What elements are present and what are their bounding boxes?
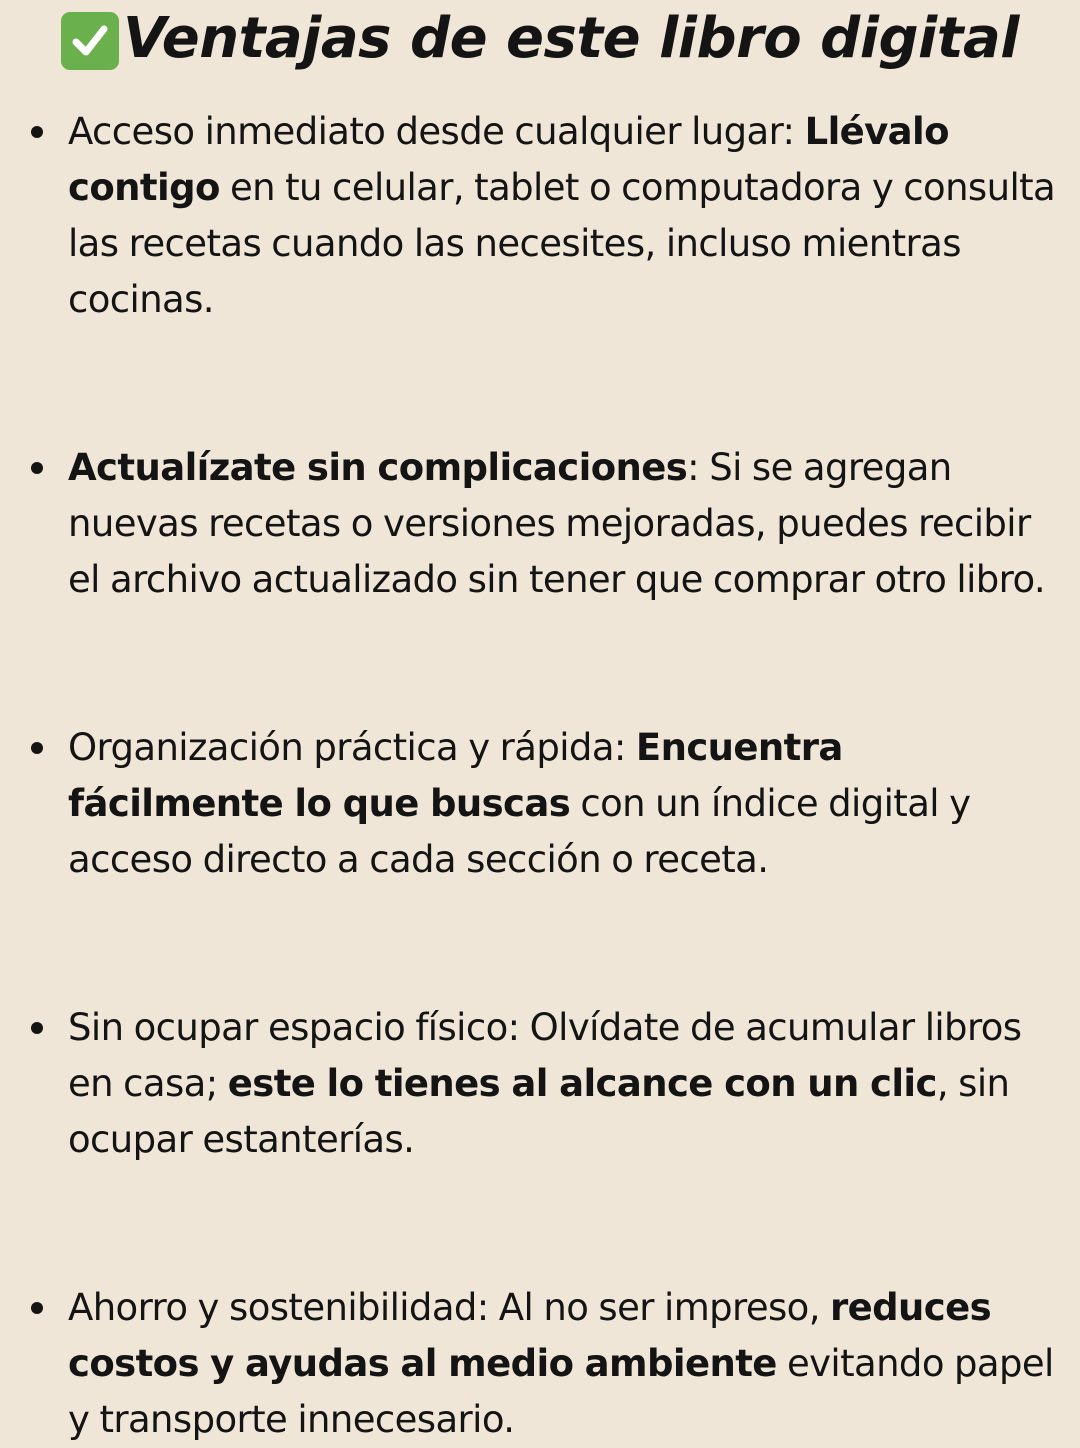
item-text: Sin ocupar espacio físico: Olvídate de acumular libros en casa;	[68, 1006, 1022, 1105]
list-item	[68, 1000, 1068, 1168]
list-item	[68, 720, 1068, 888]
item-text: con un índice digital y acceso directo a cada sección o receta.	[68, 782, 971, 881]
bullet-icon	[31, 1302, 43, 1314]
bullet-icon	[31, 126, 43, 138]
item-text: en tu celular, tablet o computadora y consulta las recetas cuando las necesites, incluso mientras cocinas.	[68, 166, 1056, 321]
page-title: Ventajas de este libro digital	[123, 6, 1019, 71]
list-item	[68, 104, 1068, 328]
check-mark-button-icon	[61, 12, 119, 70]
item-text: evitando papel y transporte innecesario.	[68, 1342, 1054, 1441]
list-item	[68, 440, 1068, 608]
title-row	[0, 4, 1080, 74]
item-highlight: este lo tienes al alcance con un clic	[227, 1062, 937, 1105]
bullet-icon	[31, 462, 43, 474]
bullet-icon	[31, 742, 43, 754]
item-highlight: Actualízate sin complicaciones	[68, 446, 688, 489]
item-highlight: reduces costos y ayudas al medio ambiente	[68, 1286, 992, 1385]
item-text: Acceso inmediato desde cualquier lugar:	[68, 110, 805, 153]
item-highlight: Encuentra fácilmente lo que buscas	[68, 726, 843, 825]
item-text: Organización práctica y rápida:	[68, 726, 636, 769]
item-text: , sin ocupar estanterías.	[68, 1062, 1010, 1161]
bullet-icon	[31, 1022, 43, 1034]
list-item	[68, 1280, 1068, 1448]
item-highlight: Llévalo contigo	[68, 110, 949, 209]
check-mark-glyph	[67, 18, 113, 64]
item-text: Ahorro y sostenibilidad: Al no ser impreso,	[68, 1286, 831, 1329]
advantages-list	[68, 104, 1068, 1448]
item-text: : Si se agregan nuevas recetas o versiones mejoradas, puedes recibir el archivo actualizado sin tener que comprar otro libro.	[68, 446, 1046, 601]
